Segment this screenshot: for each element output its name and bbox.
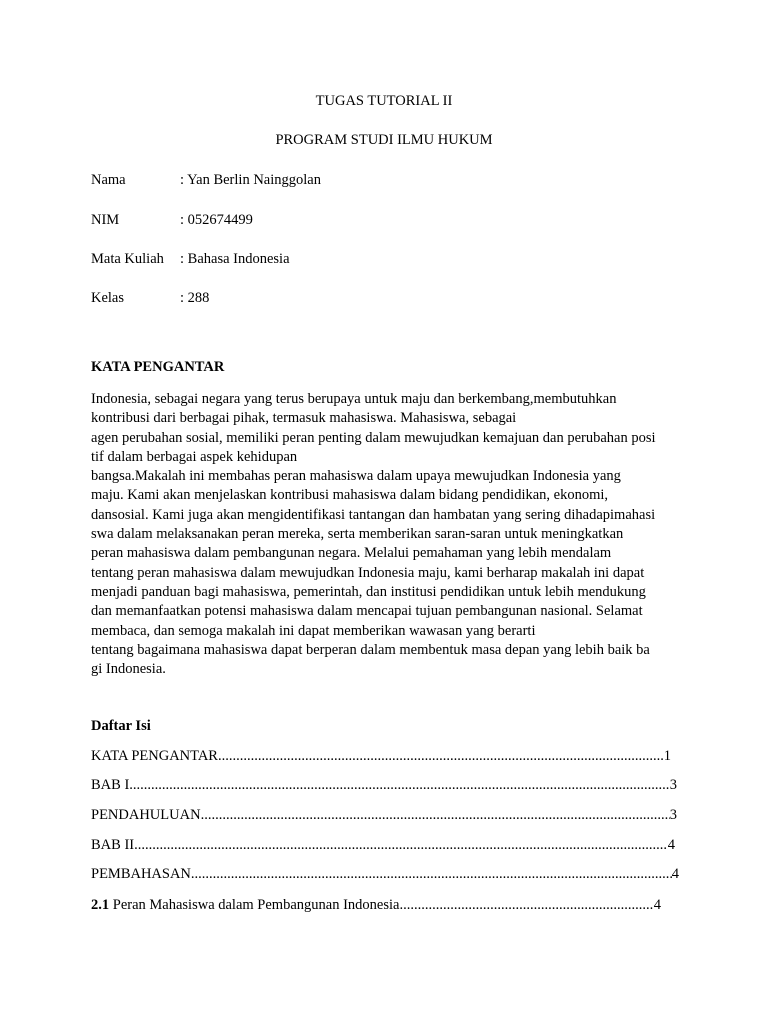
toc-entry-text: PEMBAHASAN	[91, 866, 191, 882]
kata-pengantar-heading: KATA PENGANTAR	[91, 359, 225, 375]
toc-entry-text	[91, 897, 399, 914]
toc-entry-text: BAB I	[91, 777, 130, 793]
paragraph-line: menjadi panduan bagi mahasiswa, pemerintah, dan institusi pendidikan untuk lebih mendukung	[91, 583, 646, 600]
paragraph-line: kontribusi dari berbagai pihak, termasuk mahasiswa. Mahasiswa, sebagai	[91, 410, 517, 427]
paragraph-line: swa dalam melaksanakan peran mereka, serta memberikan saran-saran untuk meningkatkan	[91, 526, 624, 543]
paragraph-line: peran mahasiswa dalam pembangunan negara. Melalui pemahaman yang lebih mendalam	[91, 545, 612, 562]
field-label: Mata Kuliah	[91, 251, 164, 267]
paragraph-line: agen perubahan sosial, memiliki peran penting dalam mewujudkan kemajuan dan perubahan posi	[91, 429, 656, 446]
paragraph-line: Indonesia, sebagai negara yang terus berupaya untuk maju dan berkembang,membutuhkan	[91, 391, 617, 407]
toc-entry-pendahuluan[interactable]	[91, 807, 677, 827]
field-label: Nama	[91, 172, 126, 188]
field-value: : 288	[180, 290, 210, 306]
toc-entry-kata-pengantar[interactable]	[91, 748, 671, 768]
kata-pengantar-paragraph	[91, 390, 691, 679]
document-subtitle: PROGRAM STUDI ILMU HUKUM	[275, 132, 493, 148]
field-nama	[91, 172, 681, 192]
toc-page-number: 1	[663, 748, 671, 764]
toc-page-number: 4	[667, 837, 675, 853]
toc-page-number: 4	[653, 897, 661, 913]
field-mata-kuliah	[91, 251, 681, 271]
paragraph-line: membaca, dan semoga makalah ini dapat memberikan wawasan yang berarti	[91, 622, 536, 639]
field-value: : 052674499	[180, 212, 253, 228]
field-label: NIM	[91, 212, 120, 228]
paragraph-line: dansosial. Kami juga akan mengidentifikasi tantangan dan hambatan yang sering dihadapimahasi	[91, 506, 656, 523]
toc-page-number: 3	[669, 777, 677, 793]
field-value: : Yan Berlin Nainggolan	[180, 172, 321, 188]
paragraph-line: gi Indonesia.	[91, 661, 166, 678]
toc-page-number: 4	[671, 866, 679, 882]
toc-entry-text: KATA PENGANTAR	[91, 748, 218, 764]
field-nim	[91, 212, 681, 232]
daftar-isi-heading: Daftar Isi	[91, 718, 151, 734]
paragraph-line: dan memanfaatkan potensi mahasiswa dalam mencapai tujuan pembangunan nasional. Selamat	[91, 603, 643, 620]
document-title: TUGAS TUTORIAL II	[315, 93, 453, 109]
field-value: : Bahasa Indonesia	[180, 251, 290, 267]
toc-entry-text: BAB II	[91, 837, 135, 853]
paragraph-line: bangsa.Makalah ini membahas peran mahasiswa dalam upaya mewujudkan Indonesia yang	[91, 468, 621, 485]
toc-section-title: Peran Mahasiswa dalam Pembangunan Indonesia	[109, 897, 400, 913]
paragraph-line: tentang bagaimana mahasiswa dapat berperan dalam membentuk masa depan yang lebih baik ba	[91, 641, 650, 658]
toc-entry-2-1[interactable]	[91, 897, 661, 917]
paragraph-line: tif dalam berbagai aspek kehidupan	[91, 448, 298, 465]
toc-leader-dots	[191, 866, 672, 883]
toc-entry-pembahasan[interactable]	[91, 866, 679, 886]
field-label: Kelas	[91, 290, 125, 306]
paragraph-line: tentang peran mahasiswa dalam mewujudkan Indonesia maju, kami berharap makalah ini dapat	[91, 564, 645, 581]
toc-leader-dots	[218, 748, 664, 765]
paragraph-line: maju. Kami akan menjelaskan kontribusi mahasiswa dalam bidang pendidikan, ekonomi,	[91, 487, 609, 504]
toc-leader-dots	[129, 777, 669, 794]
field-kelas	[91, 290, 681, 310]
toc-entry-bab-ii[interactable]	[91, 837, 675, 857]
toc-leader-dots	[201, 807, 670, 824]
toc-leader-dots	[134, 837, 668, 854]
toc-section-number: 2.1	[91, 897, 110, 913]
toc-entry-bab-i[interactable]	[91, 777, 677, 797]
toc-entry-text: PENDAHULUAN	[91, 807, 201, 823]
toc-leader-dots	[399, 897, 653, 914]
toc-page-number: 3	[669, 807, 677, 823]
